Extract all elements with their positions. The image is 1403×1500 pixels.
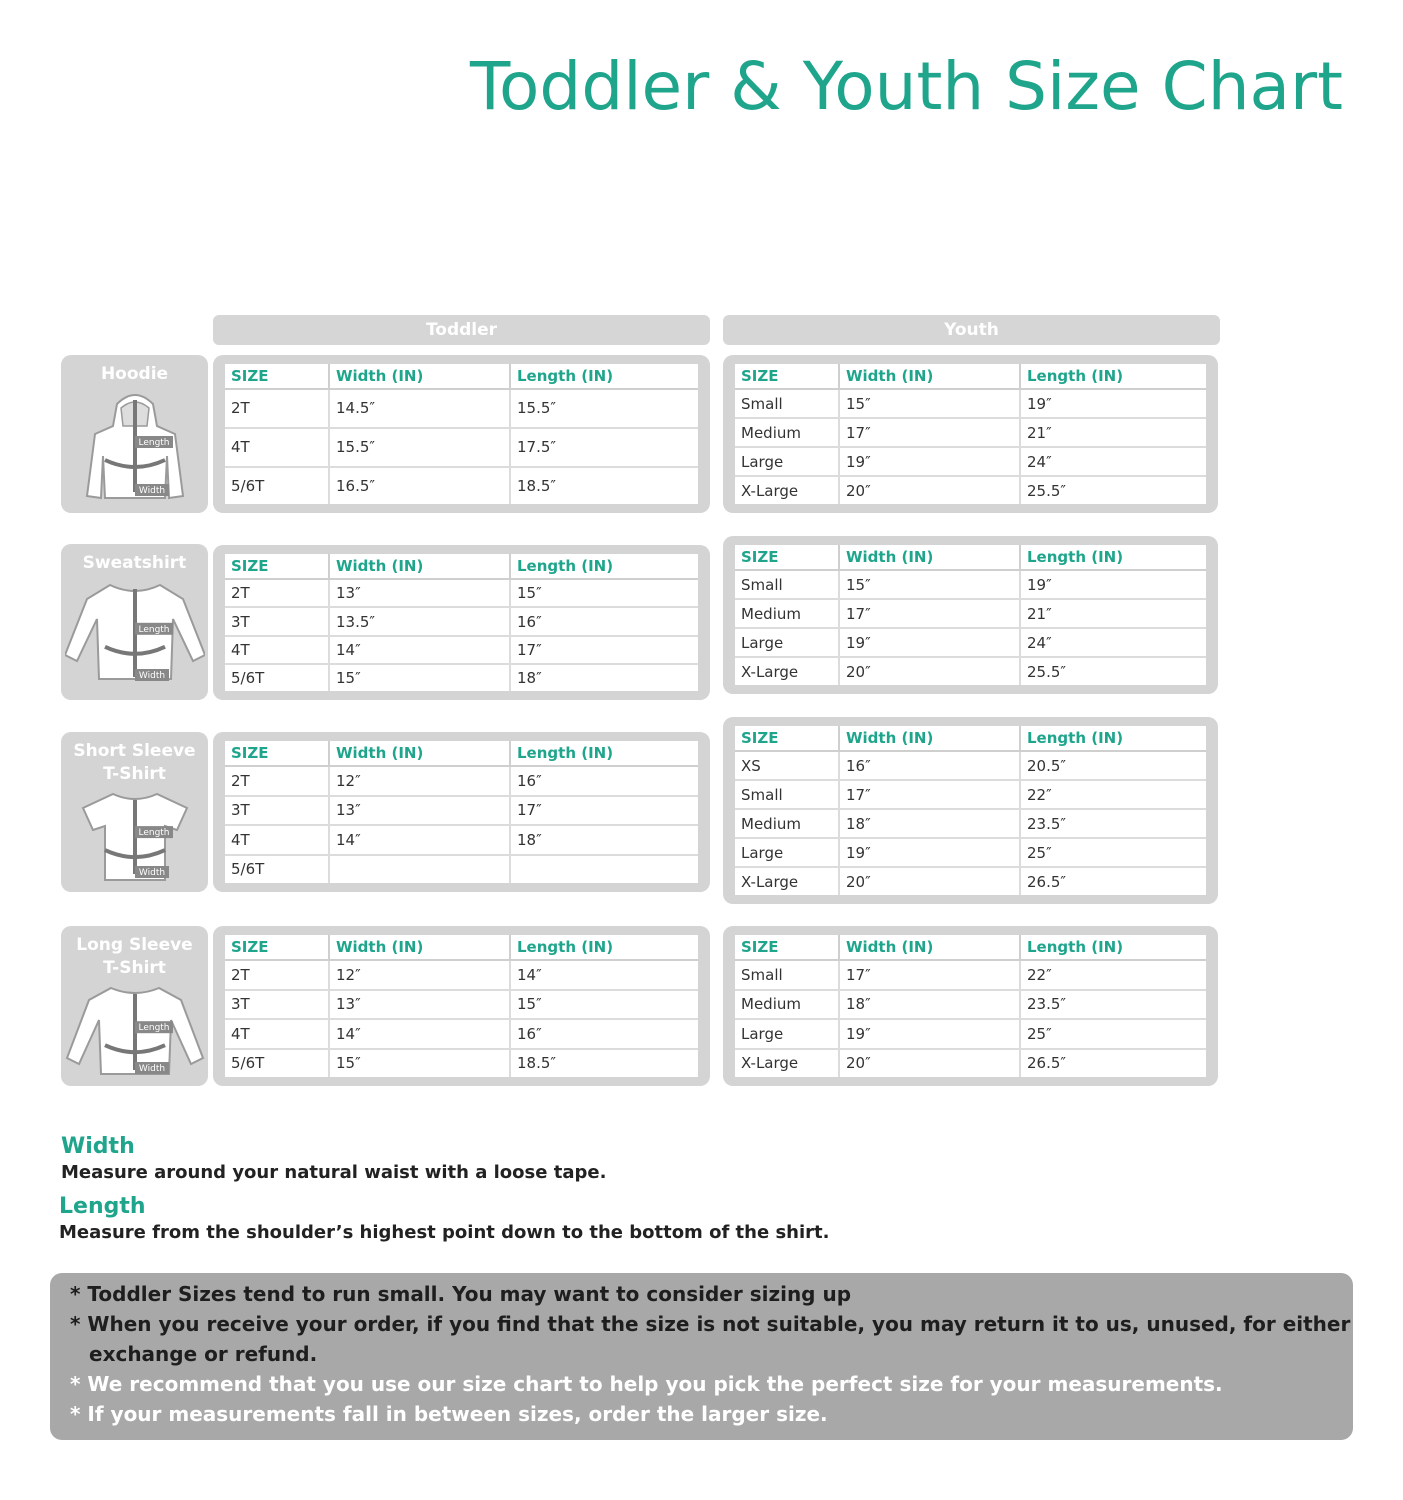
- table-cell: 3T: [225, 607, 329, 635]
- toddler-table-panel: [213, 732, 710, 892]
- table-row: [225, 1019, 698, 1049]
- svg-text:Length: Length: [137, 624, 170, 635]
- table-cell: 20″: [839, 476, 1020, 504]
- column-header: Length (IN): [1020, 935, 1206, 960]
- disclaimer-box: [50, 1273, 1353, 1440]
- svg-text:Width: Width: [138, 1064, 165, 1074]
- youth-size-table: [735, 364, 1206, 504]
- table-cell: 17″: [510, 636, 698, 664]
- table-cell: 4T: [225, 636, 329, 664]
- table-cell: 19″: [839, 838, 1020, 867]
- table-row: [225, 1049, 698, 1077]
- table-cell: Small: [735, 389, 839, 418]
- table-cell: 18.5″: [517, 476, 557, 495]
- table-row: [735, 838, 1206, 867]
- disclaimer-line-2-cont: exchange or refund.: [89, 1342, 318, 1366]
- table-row: [225, 855, 698, 883]
- table-cell: Large: [735, 628, 839, 657]
- table-cell: 26.5″: [1027, 1054, 1067, 1073]
- youth-table-panel: [723, 355, 1218, 513]
- column-header: SIZE: [735, 726, 839, 751]
- column-header: Width (IN): [329, 935, 510, 960]
- table-cell: 19″: [839, 628, 1020, 657]
- table-cell: 2T: [225, 766, 329, 796]
- table-cell: 15.5″: [329, 428, 510, 467]
- table-cell: X-Large: [735, 476, 839, 504]
- table-row: [225, 579, 698, 607]
- table-cell: 2T: [225, 389, 329, 428]
- hoodie-icon: [65, 386, 205, 506]
- table-row: [735, 628, 1206, 657]
- garment-card: [61, 544, 208, 700]
- table-cell: 26.5″: [1027, 872, 1067, 891]
- column-header: SIZE: [735, 364, 839, 389]
- table-cell: 13.5″: [329, 607, 510, 635]
- table-cell: 13″: [329, 796, 510, 826]
- table-cell: 15″: [839, 389, 1020, 418]
- column-header: Length (IN): [510, 935, 698, 960]
- table-cell: 18.5″: [517, 1054, 557, 1073]
- table-cell: Large: [735, 447, 839, 476]
- table-cell: 24″: [1020, 628, 1206, 657]
- table-cell: 17″: [510, 796, 698, 826]
- table-row: [735, 657, 1206, 685]
- table-row: [225, 766, 698, 796]
- column-header: SIZE: [225, 554, 329, 579]
- table-cell: 16.5″: [329, 467, 510, 504]
- table-cell: 22″: [1020, 780, 1206, 809]
- table-cell: 20″: [839, 657, 1020, 685]
- toddler-table-panel: [213, 926, 710, 1086]
- disclaimer-line-3: * We recommend that you use our size chart to help you pick the perfect size for your measurements.: [70, 1372, 1223, 1396]
- table-cell: 12″: [329, 960, 510, 990]
- table-cell: 19″: [839, 1019, 1020, 1049]
- table-row: [225, 636, 698, 664]
- table-cell: Medium: [735, 990, 839, 1020]
- garment-name: Long Sleeve T-Shirt: [76, 935, 193, 978]
- column-header: Width (IN): [839, 726, 1020, 751]
- table-cell: X-Large: [735, 657, 839, 685]
- table-cell: Large: [735, 838, 839, 867]
- table-cell: 14″: [510, 960, 698, 990]
- table-cell: 17.5″: [510, 428, 698, 467]
- column-header: SIZE: [225, 741, 329, 766]
- table-cell: 2T: [225, 579, 329, 607]
- column-header: Width (IN): [839, 364, 1020, 389]
- svg-text:Length: Length: [137, 1023, 170, 1034]
- table-cell: 5/6T: [225, 467, 329, 504]
- table-cell: 20″: [839, 867, 1020, 895]
- table-cell: 12″: [329, 766, 510, 796]
- table-cell: Medium: [735, 418, 839, 447]
- table-cell: 18″: [839, 809, 1020, 838]
- table-cell: 19″: [839, 447, 1020, 476]
- column-header: SIZE: [735, 545, 839, 570]
- table-cell: 5/6T: [225, 855, 329, 883]
- garment-card: [61, 355, 208, 513]
- disclaimer-line-1: * Toddler Sizes tend to run small. You may want to consider sizing up: [70, 1282, 852, 1306]
- table-row: [225, 467, 698, 504]
- garment-card: [61, 926, 208, 1086]
- long-sleeve-tshirt-icon: [65, 980, 205, 1084]
- table-cell: Medium: [735, 599, 839, 628]
- column-header: SIZE: [225, 364, 329, 389]
- table-cell: 5/6T: [225, 1049, 329, 1077]
- table-cell: 15″: [510, 579, 698, 607]
- table-row: [735, 780, 1206, 809]
- table-cell: 15″: [510, 990, 698, 1020]
- column-header: SIZE: [735, 935, 839, 960]
- column-header: Width (IN): [329, 554, 510, 579]
- youth-table-panel: [723, 717, 1218, 904]
- toddler-size-table: [225, 935, 698, 1077]
- table-row: [735, 418, 1206, 447]
- table-cell: 23.5″: [1020, 809, 1206, 838]
- youth-table-panel: [723, 536, 1218, 694]
- table-cell: 20.5″: [1020, 751, 1206, 780]
- table-row: [735, 867, 1206, 895]
- page-title: Toddler & Youth Size Chart: [469, 48, 1343, 125]
- width-description: Measure around your natural waist with a loose tape.: [61, 1162, 607, 1183]
- youth-size-table: [735, 935, 1206, 1077]
- toddler-size-table: [225, 364, 698, 504]
- table-row: [735, 960, 1206, 990]
- table-cell: Small: [735, 780, 839, 809]
- svg-text:Length: Length: [137, 438, 170, 448]
- column-header: Width (IN): [329, 741, 510, 766]
- table-cell: [510, 855, 698, 883]
- table-cell: 25.5″: [1027, 481, 1067, 500]
- table-cell: 19″: [1020, 389, 1206, 418]
- table-cell: 22″: [1020, 960, 1206, 990]
- table-cell: 25″: [1020, 1019, 1206, 1049]
- youth-size-table: [735, 726, 1206, 895]
- table-cell: 3T: [225, 796, 329, 826]
- table-cell: X-Large: [735, 867, 839, 895]
- toddler-table-panel: [213, 355, 710, 513]
- table-cell: 23.5″: [1020, 990, 1206, 1020]
- svg-text:Width: Width: [138, 486, 165, 496]
- toddler-group-header: Toddler: [213, 315, 710, 345]
- table-cell: 13″: [329, 990, 510, 1020]
- table-cell: 24″: [1020, 447, 1206, 476]
- table-row: [735, 1049, 1206, 1077]
- table-cell: 15″: [839, 570, 1020, 599]
- table-cell: 17″: [839, 780, 1020, 809]
- youth-size-table: [735, 545, 1206, 685]
- garment-name: Hoodie: [100, 364, 169, 384]
- table-cell: 17″: [839, 960, 1020, 990]
- disclaimer-line-2: * When you receive your order, if you find that the size is not suitable, you may return it to us, unused, for either: [70, 1312, 1351, 1336]
- table-cell: 4T: [225, 825, 329, 855]
- table-cell: 16″: [839, 751, 1020, 780]
- table-cell: 15″: [329, 1049, 510, 1077]
- table-row: [735, 990, 1206, 1020]
- table-cell: [329, 855, 510, 883]
- table-row: [225, 428, 698, 467]
- sweatshirt-icon: [65, 575, 205, 691]
- table-row: [225, 664, 698, 691]
- svg-text:Width: Width: [138, 671, 165, 681]
- table-cell: XS: [735, 751, 839, 780]
- table-cell: Small: [735, 570, 839, 599]
- length-heading: Length: [59, 1194, 146, 1219]
- table-row: [735, 809, 1206, 838]
- table-cell: 20″: [839, 1049, 1020, 1077]
- table-row: [735, 599, 1206, 628]
- youth-table-panel: [723, 926, 1218, 1086]
- table-cell: 15″: [329, 664, 510, 691]
- table-row: [735, 447, 1206, 476]
- width-heading: Width: [61, 1134, 135, 1159]
- table-row: [225, 960, 698, 990]
- table-cell: 21″: [1020, 599, 1206, 628]
- garment-name: Short Sleeve T-Shirt: [73, 741, 196, 784]
- column-header: Width (IN): [329, 364, 510, 389]
- table-cell: 25″: [1020, 838, 1206, 867]
- table-row: [735, 476, 1206, 504]
- column-header: Length (IN): [1020, 545, 1206, 570]
- table-cell: 21″: [1020, 418, 1206, 447]
- table-cell: Large: [735, 1019, 839, 1049]
- table-cell: 4T: [225, 1019, 329, 1049]
- table-row: [225, 389, 698, 428]
- table-cell: 14″: [329, 825, 510, 855]
- youth-group-header: Youth: [723, 315, 1220, 345]
- table-cell: 14″: [329, 636, 510, 664]
- table-row: [225, 796, 698, 826]
- table-cell: 18″: [839, 990, 1020, 1020]
- column-header: Length (IN): [1020, 364, 1206, 389]
- table-cell: Small: [735, 960, 839, 990]
- toddler-table-panel: [213, 545, 710, 700]
- garment-card: [61, 732, 208, 892]
- table-cell: 2T: [225, 960, 329, 990]
- table-cell: 17″: [839, 599, 1020, 628]
- table-row: [735, 570, 1206, 599]
- table-cell: 17″: [839, 418, 1020, 447]
- table-cell: Medium: [735, 809, 839, 838]
- table-cell: 16″: [510, 1019, 698, 1049]
- table-cell: 16″: [510, 607, 698, 635]
- garment-name: Sweatshirt: [82, 553, 187, 573]
- svg-text:Width: Width: [138, 868, 165, 878]
- table-row: [225, 990, 698, 1020]
- table-cell: 13″: [329, 579, 510, 607]
- table-row: [735, 751, 1206, 780]
- toddler-size-table: [225, 741, 698, 883]
- table-cell: 19″: [1020, 570, 1206, 599]
- table-row: [225, 825, 698, 855]
- svg-text:Length: Length: [137, 828, 170, 839]
- column-header: Length (IN): [510, 741, 698, 766]
- table-row: [225, 607, 698, 635]
- table-cell: 25.5″: [1027, 662, 1067, 681]
- toddler-size-table: [225, 554, 698, 691]
- column-header: Width (IN): [839, 935, 1020, 960]
- column-header: Width (IN): [839, 545, 1020, 570]
- column-header: SIZE: [225, 935, 329, 960]
- table-cell: 15.5″: [510, 389, 698, 428]
- short-sleeve-tshirt-icon: [65, 786, 205, 888]
- disclaimer-line-4: * If your measurements fall in between sizes, order the larger size.: [70, 1402, 828, 1426]
- table-cell: 14.5″: [329, 389, 510, 428]
- table-cell: X-Large: [735, 1049, 839, 1077]
- column-header: Length (IN): [510, 364, 698, 389]
- length-description: Measure from the shoulder’s highest point down to the bottom of the shirt.: [59, 1222, 830, 1243]
- table-cell: 4T: [225, 428, 329, 467]
- table-row: [735, 389, 1206, 418]
- table-cell: 5/6T: [225, 664, 329, 691]
- table-cell: 3T: [225, 990, 329, 1020]
- table-cell: 14″: [329, 1019, 510, 1049]
- table-row: [735, 1019, 1206, 1049]
- table-cell: 18″: [510, 825, 698, 855]
- column-header: Length (IN): [510, 554, 698, 579]
- table-cell: 16″: [510, 766, 698, 796]
- column-header: Length (IN): [1020, 726, 1206, 751]
- table-cell: 18″: [517, 669, 542, 688]
